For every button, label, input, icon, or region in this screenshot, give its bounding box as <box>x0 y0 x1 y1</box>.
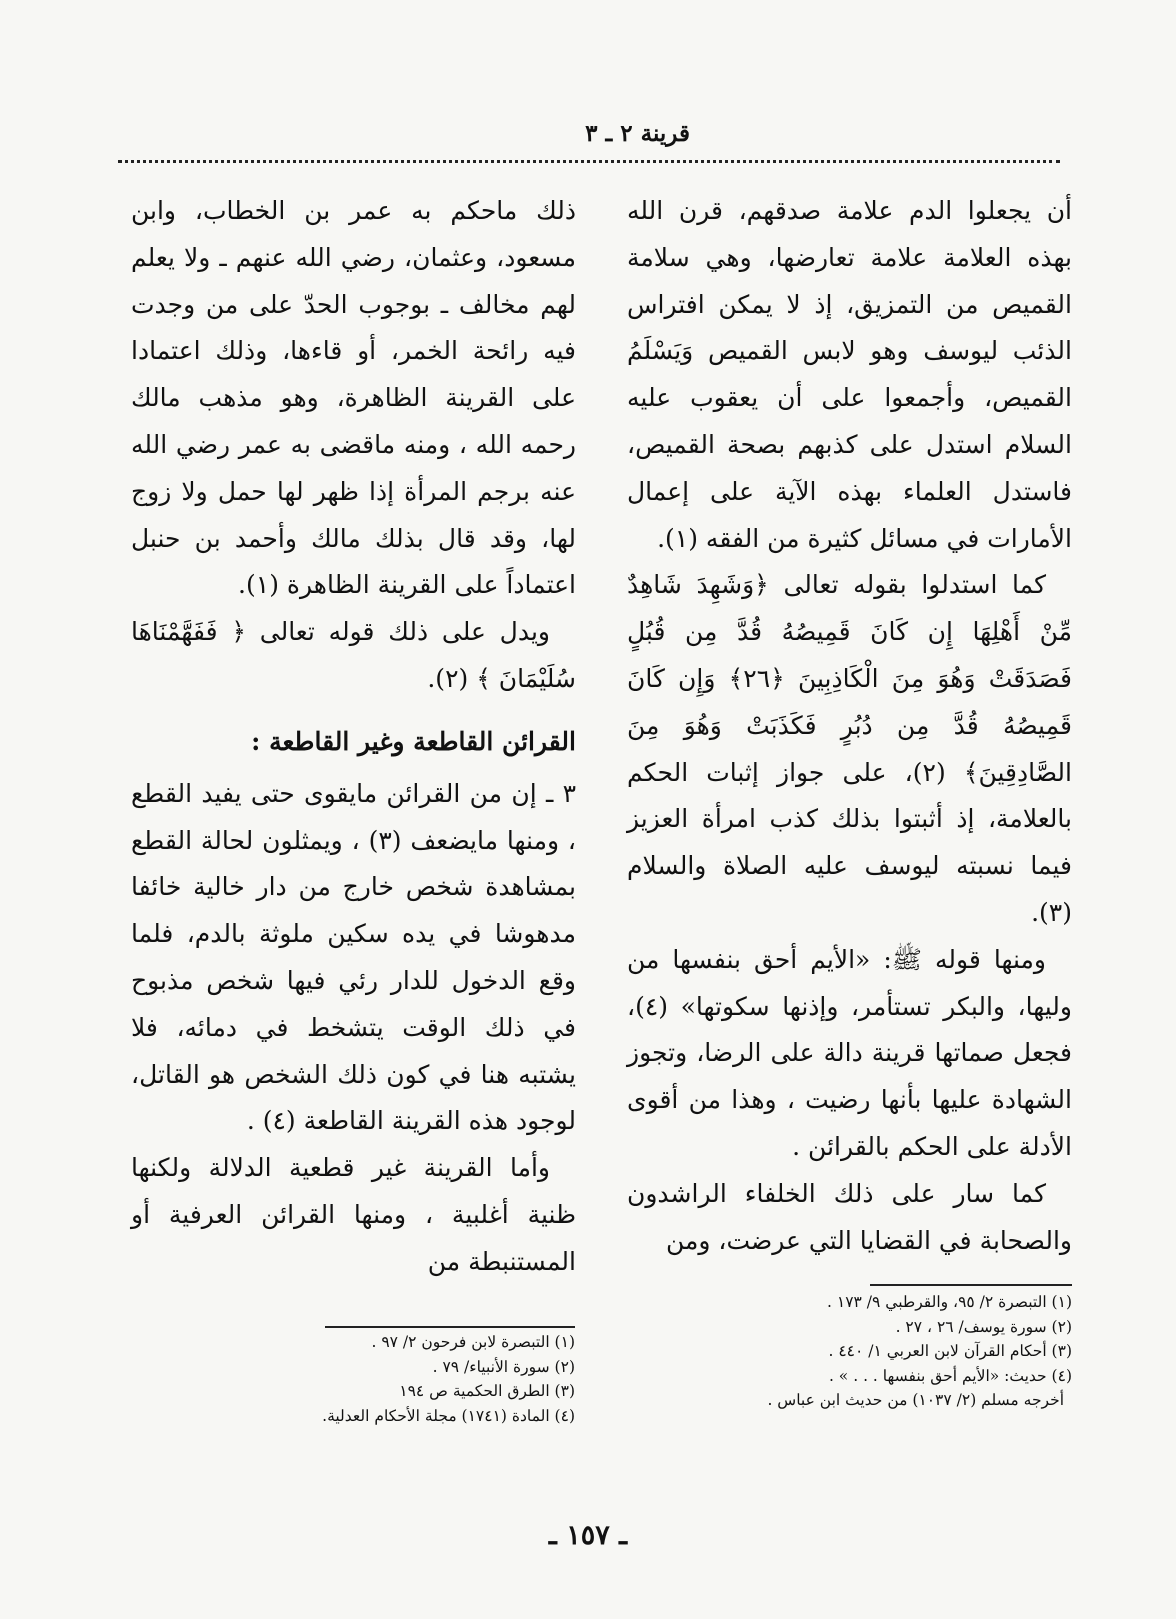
footnote-rule <box>325 1326 575 1328</box>
paragraph: ٣ ـ إن من القرائن مايقوى حتى يفيد القطع ، ومنها مايضعف (٣) ، ويمثلون لحالة القطع بمشاهدة شخص خارج من دار خالية خائفا مدهوشا في يده سكين ملوثة بالدم، فلما وقع الدخول للدار رئي فيها شخص مذبوح في ذلك الوقت يتشخط في دمائه، فلا يشتبه هنا في كون ذلك الشخص هو القاتل، لوجود هذه القرينة القاطعة (٤) . <box>131 778 576 1136</box>
paragraph: ومنها قوله ﷺ: «الأيم أحق بنفسها من وليها، والبكر تستأمر، وإذنها سكوتها» (٤)، فجعل صماتها قرينة دالة على الرضا، وتجوز الشهادة عليها بأنها رضيت ، وهذا من أقوى الأدلة على الحكم بالقرائن . <box>627 944 1072 1161</box>
section-heading: القرائن القاطعة وغير القاطعة : <box>251 726 576 756</box>
running-header: قرينة ٢ ـ ٣ <box>585 120 690 147</box>
paragraph: أن يجعلوا الدم علامة صدقهم، قرن الله بهذه العلامة علامة تعارضها، وهي سلامة القميص من التمزيق، إذ لا يمكن افتراس الذئب ليوسف وهو لابس القميص وَيَسْلَمُ القميص، وأجمعوا على أن يعقوب عليه السلام استدل على كذبهم بصحة القميص، فاستدل العلماء بهذه الآية على إعمال الأمارات في مسائل كثيرة من الفقه (١). <box>627 196 1072 553</box>
footnote: (١) التبصرة لابن فرحون ٢/ ٩٧ . <box>371 1333 575 1351</box>
paragraph: وأما القرينة غير قطعية الدلالة ولكنها ظنية أغلبية ، ومنها القرائن العرفية أو المستنبطة من <box>131 1153 576 1276</box>
right-column <box>627 188 1072 1264</box>
footnote: (٢) سورة يوسف/ ٢٦ ، ٢٧ . <box>895 1317 1072 1336</box>
page-number: ـ ١٥٧ ـ <box>548 1520 628 1551</box>
paragraph: ذلك ماحكم به عمر بن الخطاب، وابن مسعود، وعثمان، رضي الله عنهم ـ ولا يعلم لهم مخالف ـ بوجوب الحدّ على من وجدت فيه رائحة الخمر، أو قاءها، وذلك اعتمادا على القرينة الظاهرة، وهو مذهب مالك رحمه الله ، ومنه ماقضى به عمر رضي الله عنه برجم المرأة إذا ظهر لها حمل ولا زوج لها، وقد قال بذلك مالك وأحمد بن حنبل اعتماداً على القرينة الظاهرة (١). <box>131 196 576 600</box>
footnotes-left <box>260 1330 575 1428</box>
paragraph: ويدل على ذلك قوله تعالى ﴿ فَفَهَّمْنَاهَا سُلَيْمَانَ ﴾ (٢). <box>131 617 576 693</box>
footnotes-right <box>640 1290 1072 1413</box>
footnote: (٣) الطرق الحكمية ص ١٩٤ <box>399 1382 575 1400</box>
footnote: (٤) المادة (١٧٤١) مجلة الأحكام العدلية. <box>322 1406 575 1425</box>
header-dotted-rule <box>118 160 1060 163</box>
footnote: (٤) حديث: «الأيم أحق بنفسها . . . » . <box>828 1366 1072 1385</box>
footnote: (١) التبصرة ٢/ ٩٥، والقرطبي ٩/ ١٧٣ . <box>827 1293 1072 1311</box>
footnote: (٣) أحكام القرآن لابن العربي ١/ ٤٤٠ . <box>828 1342 1072 1360</box>
paragraph: كما استدلوا بقوله تعالى ﴿وَشَهِدَ شَاهِدٌ مِّنْ أَهْلِهَا إِن كَانَ قَمِيصُهُ قُدَّ مِن قُبُلٍ فَصَدَقَتْ وَهُوَ مِنَ الْكَاذِبِينَ ﴿٢٦﴾ وَإِن كَانَ قَمِيصُهُ قُدَّ مِن دُبُرٍ فَكَذَبَتْ وَهُوَ مِنَ الصَّادِقِينَ﴾ (٢)، على جواز إثبات الحكم بالعلامة، إذ أثبتوا بذلك كذب امرأة العزيز فيما نسبته ليوسف عليه الصلاة والسلام (٣). <box>627 570 1072 927</box>
footnote-rule <box>870 1284 1072 1286</box>
paragraph: كما سار على ذلك الخلفاء الراشدون والصحابة في القضايا التي عرضت، ومن <box>627 1178 1072 1255</box>
footnote-continuation: أخرجه مسلم (٢/ ١٠٣٧) من حديث ابن عباس . <box>767 1391 1064 1409</box>
left-column <box>131 188 576 1286</box>
footnote: (٢) سورة الأنبياء/ ٧٩ . <box>432 1357 575 1376</box>
